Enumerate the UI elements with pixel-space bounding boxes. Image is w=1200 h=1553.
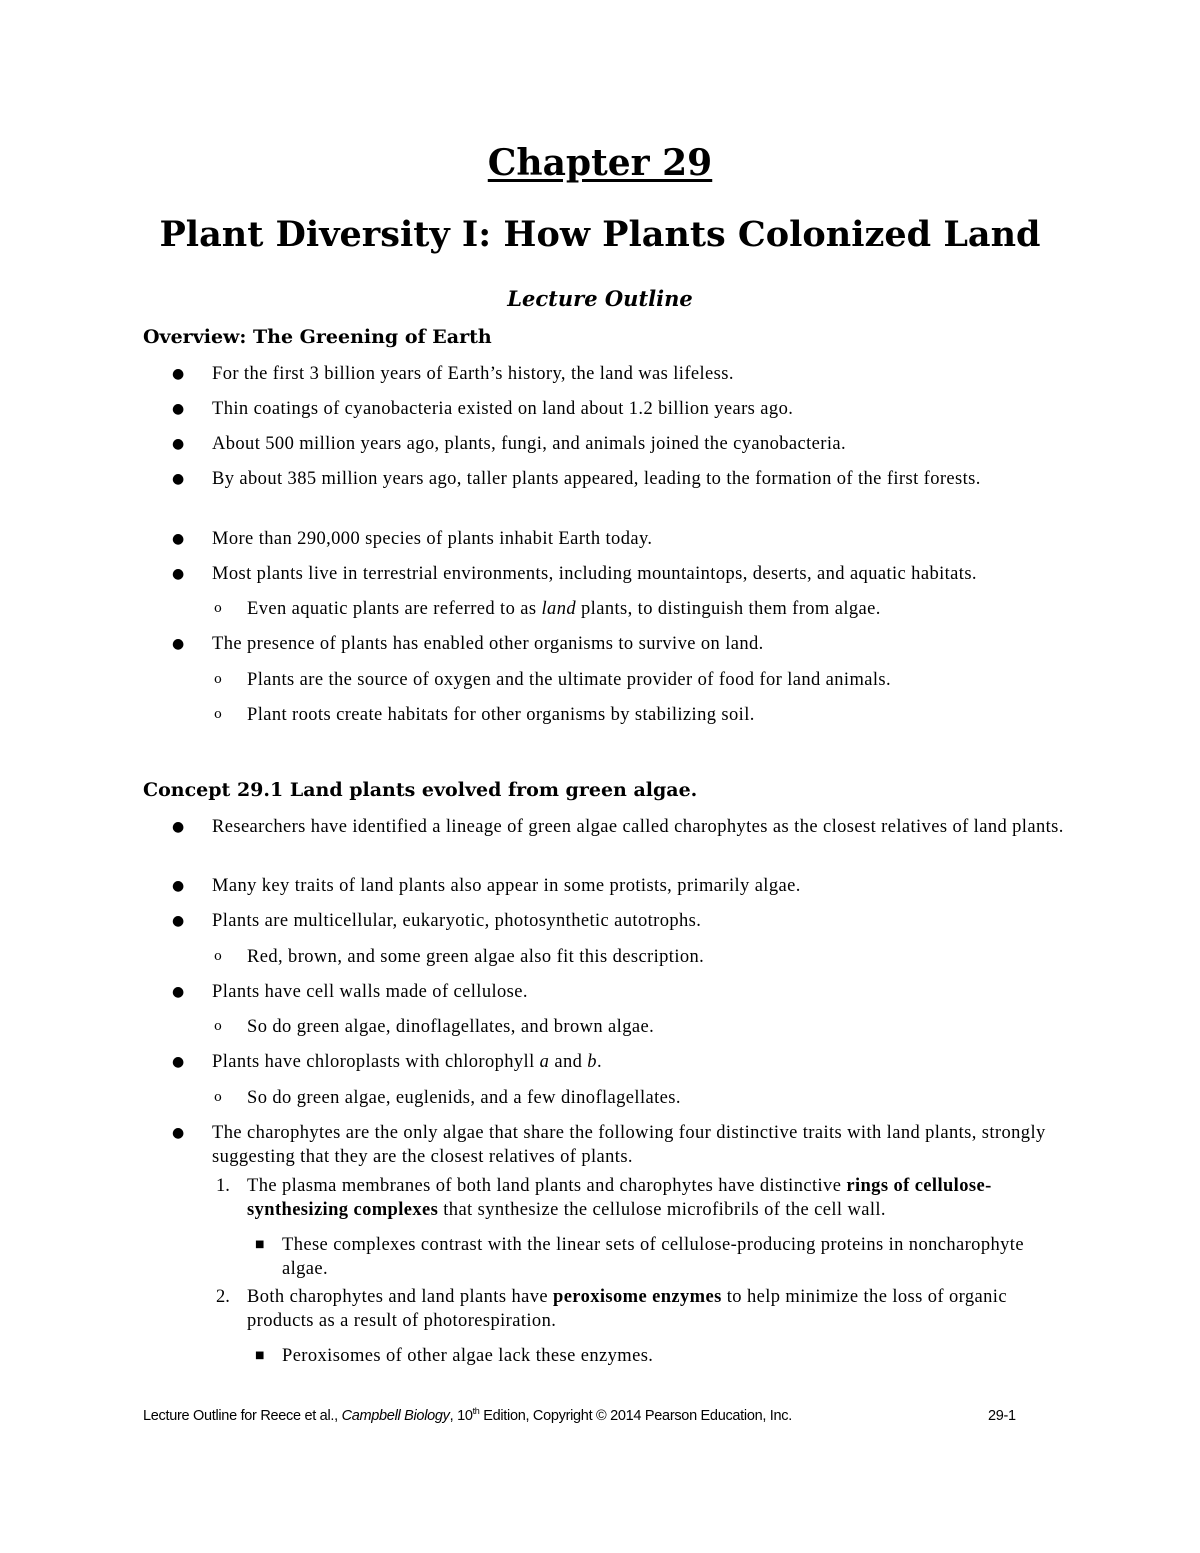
key-term: rings of cellulose-synthesizing complexes: [247, 1176, 992, 1220]
list-item-text: Red, brown, and some green algae also fit this description.: [247, 947, 705, 967]
list-item-text: For the first 3 billion years of Earth’s history, the land was lifeless.: [212, 364, 734, 384]
list-item-text: Even aquatic plants are referred to as land plants, to distinguish them from algae.: [247, 599, 881, 619]
bullet-icon: ●: [172, 401, 185, 417]
list-item-text: Plants are the source of oxygen and the ultimate provider of food for land animals.: [247, 670, 892, 690]
page-footer: [143, 1408, 1023, 1424]
list-item-text: Peroxisomes of other algae lack these enzymes.: [282, 1346, 654, 1366]
item-number: 1.: [216, 1176, 230, 1196]
bullet-icon: ●: [172, 1054, 185, 1070]
square-bullet-icon: ■: [255, 1239, 265, 1250]
list-item-text: Researchers have identified a lineage of green algae called charophytes as the closest relatives of land plants.: [212, 817, 1064, 837]
emphasis-a: a: [539, 1052, 550, 1072]
list-item-text: More than 290,000 species of plants inhabit Earth today.: [212, 529, 653, 549]
circle-bullet-icon: o: [214, 601, 222, 616]
bullet-icon: ●: [172, 471, 185, 487]
list-item-text: These complexes contrast with the linear sets of cellulose-producing proteins in noncharophyte algae.: [282, 1235, 1024, 1279]
item-number: 2.: [216, 1287, 230, 1307]
circle-bullet-icon: o: [214, 672, 222, 687]
bullet-icon: ●: [172, 878, 185, 894]
overview-heading: Overview: The Greening of Earth: [143, 326, 492, 348]
bullet-icon: ●: [172, 531, 185, 547]
list-item-text: About 500 million years ago, plants, fungi, and animals joined the cyanobacteria.: [212, 434, 847, 454]
concept-heading: Concept 29.1 Land plants evolved from green algae.: [143, 779, 698, 801]
bullet-icon: ●: [172, 913, 185, 929]
page-number: 29-1: [988, 1408, 1016, 1424]
list-item-text: By about 385 million years ago, taller plants appeared, leading to the formation of the first forests.: [212, 469, 981, 489]
bullet-icon: ●: [172, 566, 185, 582]
footer-text: Lecture Outline for Reece et al., Campbell Biology, 10th Edition, Copyright © 2014 Pearson Education, Inc.: [143, 1406, 792, 1424]
bullet-icon: ●: [172, 636, 185, 652]
circle-bullet-icon: o: [214, 1019, 222, 1034]
circle-bullet-icon: o: [214, 949, 222, 964]
list-item-text: So do green algae, dinoflagellates, and brown algae.: [247, 1017, 655, 1037]
emphasis-land: land: [541, 599, 576, 619]
list-item-text: The plasma membranes of both land plants and charophytes have distinctive rings of cellulose-synthesizing complexes that synthesize the cellulose microfibrils of the cell wall.: [247, 1176, 992, 1220]
list-item-text: The charophytes are the only algae that share the following four distinctive traits with land plants, strongly suggesting that they are the closest relatives of plants.: [212, 1123, 1046, 1167]
list-item-text: Most plants live in terrestrial environments, including mountaintops, deserts, and aquatic habitats.: [212, 564, 977, 584]
list-item-text: Thin coatings of cyanobacteria existed on land about 1.2 billion years ago.: [212, 399, 794, 419]
circle-bullet-icon: o: [214, 1090, 222, 1105]
list-item-text: Plants have cell walls made of cellulose.: [212, 982, 528, 1002]
bullet-icon: ●: [172, 436, 185, 452]
list-item-text: Plant roots create habitats for other organisms by stabilizing soil.: [247, 705, 755, 725]
bullet-icon: ●: [172, 819, 185, 835]
bullet-icon: ●: [172, 366, 185, 382]
lecture-outline-label: Lecture Outline: [507, 286, 693, 311]
bullet-icon: ●: [172, 984, 185, 1000]
circle-bullet-icon: o: [214, 707, 222, 722]
emphasis-b: b: [587, 1052, 597, 1072]
key-term: peroxisome enzymes: [553, 1287, 722, 1307]
square-bullet-icon: ■: [255, 1350, 265, 1361]
chapter-number: Chapter 29: [487, 142, 713, 184]
book-title: Campbell Biology: [341, 1408, 450, 1424]
list-item-text: Plants are multicellular, eukaryotic, photosynthetic autotrophs.: [212, 911, 702, 931]
list-item-text: Both charophytes and land plants have peroxisome enzymes to help minimize the loss of organic products as a result of photorespiration.: [247, 1287, 1007, 1331]
bullet-icon: ●: [172, 1125, 185, 1141]
list-item-text: The presence of plants has enabled other organisms to survive on land.: [212, 634, 764, 654]
list-item-text: So do green algae, euglenids, and a few dinoflagellates.: [247, 1088, 681, 1108]
list-item-text: Plants have chloroplasts with chlorophyll a and b.: [212, 1052, 602, 1072]
list-item-text: Many key traits of land plants also appear in some protists, primarily algae.: [212, 876, 801, 896]
chapter-title: Plant Diversity I: How Plants Colonized Land: [159, 214, 1041, 255]
